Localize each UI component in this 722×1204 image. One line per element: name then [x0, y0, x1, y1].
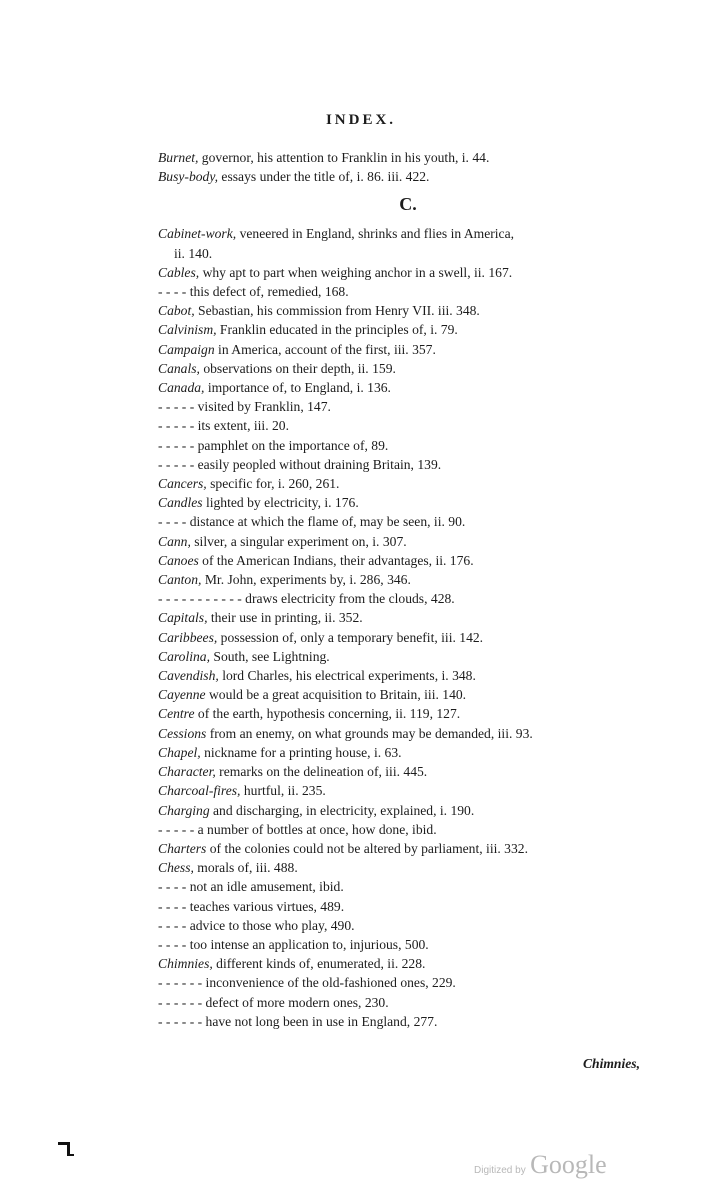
entry-text: - - - - - visited by Franklin, 147. [158, 399, 331, 415]
entry-term: Charters [158, 840, 207, 856]
index-entry [158, 282, 658, 301]
index-entry [158, 973, 658, 992]
entry-text: - - - - distance at which the flame of, may be seen, ii. 90. [158, 514, 466, 530]
entry-text: their use in printing, ii. 352. [207, 610, 363, 626]
index-entry [158, 167, 658, 186]
entry-text: specific for, i. 260, 261. [206, 476, 340, 492]
entry-text: - - - - advice to those who play, 490. [158, 917, 355, 933]
entry-text: possession of, only a temporary benefit, iii. 142. [217, 629, 484, 645]
catchword: Chimnies, [582, 1056, 640, 1071]
entry-list [158, 224, 658, 1031]
index-entry [158, 570, 658, 589]
section-letter: C. [399, 194, 417, 215]
entry-text: - - - - - easily peopled without draining Britain, 139. [158, 456, 442, 472]
index-entry [158, 416, 658, 435]
entry-term: Charcoal-fires, [158, 783, 241, 799]
index-entry [158, 858, 658, 877]
entry-term: Chapel, [158, 744, 201, 760]
entry-text: remarks on the delineation of, iii. 445. [215, 764, 428, 780]
entry-text: South, see Lightning. [210, 648, 330, 664]
entry-term: Busy-body, [158, 169, 219, 185]
top-entry-list [158, 148, 658, 186]
entry-term: Burnet, [158, 150, 199, 165]
index-entry [158, 628, 658, 647]
index-entry [158, 916, 658, 935]
digitized-watermark [474, 1150, 607, 1180]
index-entry [158, 589, 658, 608]
entry-text: - - - - too intense an application to, injurious, 500. [158, 936, 429, 952]
entry-text: governor, his attention to Franklin in his youth, i. 44. [198, 150, 490, 165]
entry-term: Cancers, [158, 476, 207, 492]
index-entries [158, 148, 658, 1031]
entry-term: Charging [158, 802, 210, 818]
entry-text: morals of, iii. 488. [193, 860, 298, 876]
index-entry [158, 897, 658, 916]
entry-text: - - - - - pamphlet on the importance of, 89. [158, 437, 389, 453]
entry-text: observations on their depth, ii. 159. [199, 360, 396, 376]
index-entry [158, 666, 658, 685]
index-entry [158, 474, 658, 493]
index-entry [158, 608, 658, 627]
entry-text: - - - - - - defect of more modern ones, 230. [158, 994, 389, 1010]
entry-text: lighted by electricity, i. 176. [202, 495, 359, 511]
index-entry [158, 781, 658, 800]
entry-text: veneered in England, shrinks and flies in America, [236, 226, 515, 242]
index-entry [158, 493, 658, 512]
index-entry [158, 436, 658, 455]
index-entry [158, 743, 658, 762]
entry-term: Caribbees, [158, 629, 218, 645]
entry-term: Cessions [158, 725, 207, 741]
entry-text: different kinds of, enumerated, ii. 228. [212, 956, 426, 972]
entry-term: Cabinet-work, [158, 226, 237, 242]
entry-term: Canals, [158, 360, 200, 376]
index-entry [158, 935, 658, 954]
index-entry [158, 263, 658, 282]
entry-term: Chess, [158, 860, 194, 876]
corner-mark-icon [58, 1138, 76, 1156]
entry-text: of the earth, hypothesis concerning, ii. 119, 127. [194, 706, 461, 722]
entry-term: Character, [158, 764, 216, 780]
index-entry [158, 455, 658, 474]
index-entry [158, 512, 658, 531]
entry-text: essays under the title of, i. 86. iii. 422. [218, 169, 430, 185]
index-entry [158, 320, 658, 339]
entry-text: Franklin educated in the principles of, i. 79. [216, 322, 458, 338]
index-entry [158, 647, 658, 666]
entry-term: Cayenne [158, 687, 206, 703]
entry-text: would be a great acquisition to Britain, iii. 140. [205, 687, 467, 703]
entry-text: from an enemy, on what grounds may be demanded, iii. 93. [206, 725, 533, 741]
entry-text: - - - - - a number of bottles at once, how done, ibid. [158, 821, 437, 837]
entry-text: - - - - - its extent, iii. 20. [158, 418, 289, 434]
entry-text: of the American Indians, their advantages, ii. 176. [198, 552, 474, 568]
entry-term: Centre [158, 706, 195, 722]
entry-text: nickname for a printing house, i. 63. [200, 744, 402, 760]
index-entry [158, 685, 658, 704]
entry-term: Campaign [158, 341, 215, 357]
index-entry [158, 532, 658, 551]
index-entry [158, 877, 658, 896]
index-entry [158, 340, 658, 359]
entry-text: - - - - this defect of, remedied, 168. [158, 284, 349, 300]
entry-term: Cables, [158, 264, 200, 280]
index-entry [158, 301, 658, 320]
entry-term: Canada, [158, 380, 205, 396]
entry-text: - - - - not an idle amusement, ibid. [158, 879, 344, 895]
index-entry [158, 954, 658, 973]
index-entry [158, 762, 658, 781]
entry-text: in America, account of the first, iii. 357. [214, 341, 436, 357]
index-entry [158, 378, 658, 397]
index-entry [158, 993, 658, 1012]
index-entry [158, 1012, 658, 1031]
index-entry [158, 820, 658, 839]
entry-text: - - - - - - - - - - - draws electricity from the clouds, 428. [158, 591, 455, 607]
entry-text: and discharging, in electricity, explained, i. 190. [209, 802, 475, 818]
entry-text: why apt to part when weighing anchor in a swell, ii. 167. [199, 264, 513, 280]
index-entry [158, 224, 658, 262]
entry-term: Cavendish, [158, 668, 219, 684]
entry-text: - - - - - - inconvenience of the old-fashioned ones, 229. [158, 975, 456, 991]
index-entry [158, 801, 658, 820]
entry-term: Cann, [158, 533, 191, 549]
entry-term: Canoes [158, 552, 199, 568]
google-logo: Google [530, 1150, 607, 1179]
entry-continuation: ii. 140. [174, 245, 213, 261]
entry-text: Mr. John, experiments by, i. 286, 346. [201, 572, 411, 588]
digitized-by-text: Digitized by [474, 1165, 526, 1176]
entry-term: Cabot, [158, 303, 195, 319]
entry-text: of the colonies could not be altered by parliament, iii. 332. [206, 840, 528, 856]
index-entry [158, 397, 658, 416]
index-entry [158, 359, 658, 378]
entry-term: Calvinism, [158, 322, 217, 338]
entry-term: Capitals, [158, 610, 208, 626]
entry-text: lord Charles, his electrical experiments, i. 348. [218, 668, 476, 684]
entry-text: - - - - teaches various virtues, 489. [158, 898, 345, 914]
entry-text: - - - - - - have not long been in use in England, 277. [158, 1013, 438, 1029]
index-entry [158, 551, 658, 570]
entry-text: importance of, to England, i. 136. [204, 380, 391, 396]
entry-term: Chimnies, [158, 956, 213, 972]
index-entry [158, 724, 658, 743]
index-entry [158, 148, 658, 167]
index-entry [158, 704, 658, 723]
index-entry [158, 839, 658, 858]
entry-text: silver, a singular experiment on, i. 307. [190, 533, 407, 549]
page-header: INDEX. [325, 112, 397, 128]
entry-term: Canton, [158, 572, 202, 588]
entry-text: Sebastian, his commission from Henry VII. iii. 348. [194, 303, 480, 319]
entry-term: Carolina, [158, 648, 210, 664]
entry-text: hurtful, ii. 235. [240, 783, 326, 799]
entry-term: Candles [158, 495, 203, 511]
